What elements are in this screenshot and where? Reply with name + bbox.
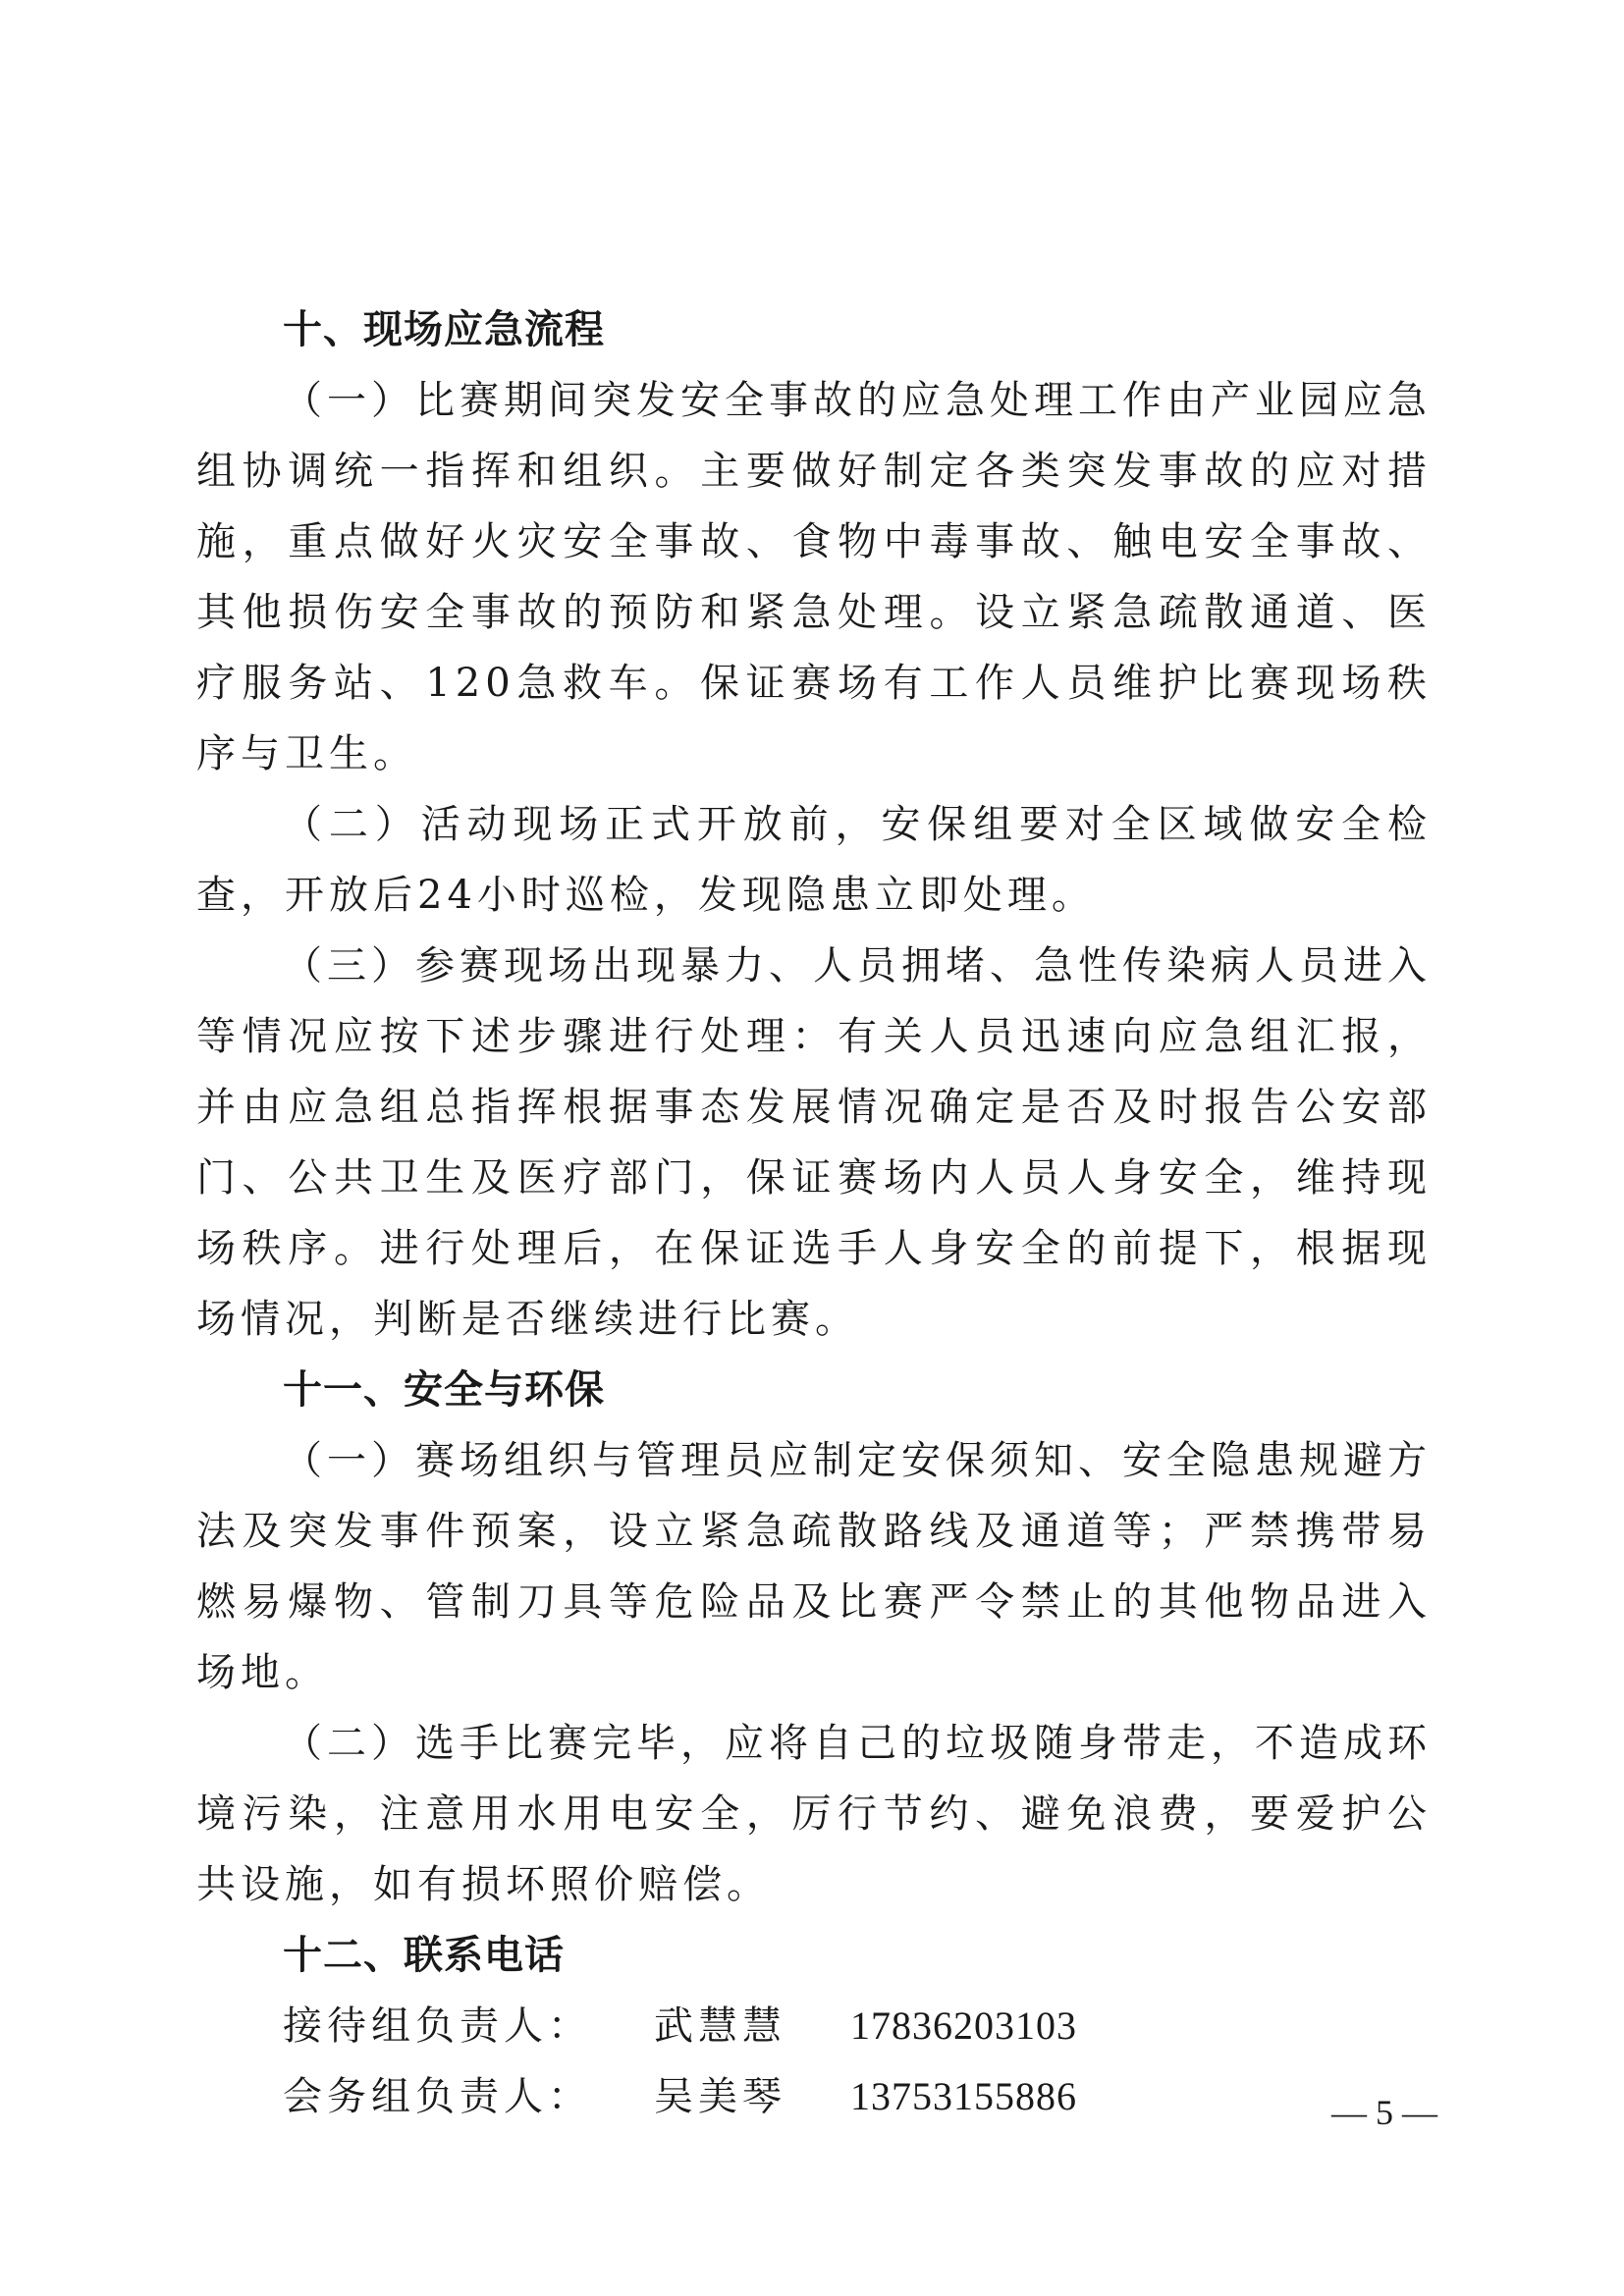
contact-name: 吴美琴 xyxy=(654,2074,786,2119)
page-number: — 5 — xyxy=(1331,2093,1437,2132)
contact-phone: 17836203103 xyxy=(850,2003,1077,2048)
contact-phone: 13753155886 xyxy=(850,2074,1077,2118)
contact-row-conference xyxy=(196,2061,1432,2132)
paragraph-emergency-2: （二）活动现场正式开放前，安保组要对全区域做安全检查，开放后24小时巡检，发现隐患立即处理。 xyxy=(196,802,1432,918)
section-heading-contact: 十二、联系电话 xyxy=(283,1933,565,1978)
contact-row-reception xyxy=(196,1991,1432,2061)
paragraph-emergency-3: （三）参赛现场出现暴力、人员拥堵、急性传染病人员进入等情况应按下述步骤进行处理：有关人员迅速向应急组汇报，并由应急组总指挥根据事态发展情况确定是否及时报告公安部门、公共卫生及医疗部门，保证赛场内人员人身安全，维持现场秩序。进行处理后，在保证选手人身安全的前提下，根据现场情况，判断是否继续进行比赛。 xyxy=(196,943,1432,1342)
paragraph-emergency-1: （一）比赛期间突发安全事故的应急处理工作由产业园应急组协调统一指挥和组织。主要做好制定各类突发事故的应对措施，重点做好火灾安全事故、食物中毒事故、触电安全事故、其他损伤安全事故的预防和紧急处理。设立紧急疏散通道、医疗服务站、120急救车。保证赛场有工作人员维护比赛现场秩序与卫生。 xyxy=(196,378,1432,776)
paragraph-safety-2: （二）选手比赛完毕，应将自己的垃圾随身带走，不造成环境污染，注意用水用电安全，厉行节约、避免浪费，要爱护公共设施，如有损坏照价赔偿。 xyxy=(196,1721,1432,1907)
document-body xyxy=(196,294,1432,2132)
paragraph-safety-1: （一）赛场组织与管理员应制定安保须知、安全隐患规避方法及突发事件预案，设立紧急疏散路线及通道等；严禁携带易燃易爆物、管制刀具等危险品及比赛严令禁止的其他物品进入场地。 xyxy=(196,1438,1432,1695)
contact-name: 武慧慧 xyxy=(654,2003,786,2049)
section-heading-safety: 十一、安全与环保 xyxy=(283,1367,605,1413)
contact-role: 接待组负责人： xyxy=(283,2003,592,2049)
contact-role: 会务组负责人： xyxy=(283,2074,592,2119)
section-heading-emergency: 十、现场应急流程 xyxy=(283,307,605,352)
